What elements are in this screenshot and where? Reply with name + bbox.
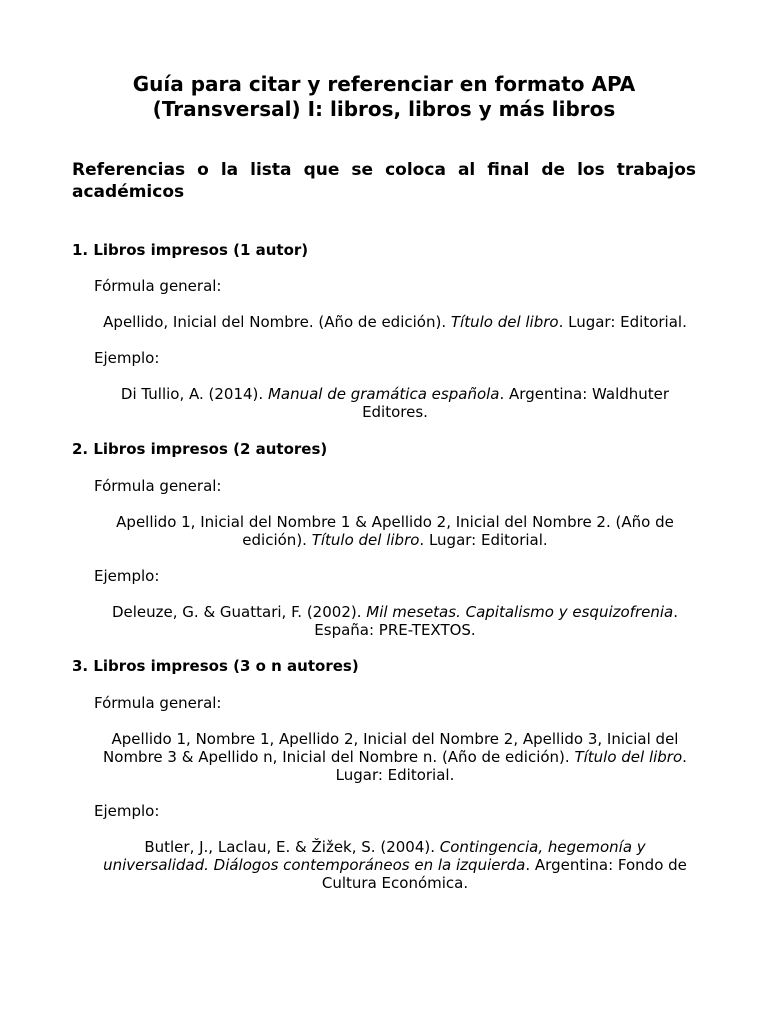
example-text-3 bbox=[94, 838, 696, 892]
formula-label-1: Fórmula general: bbox=[94, 277, 222, 295]
document-title bbox=[72, 72, 696, 122]
formula-text-1 bbox=[94, 313, 696, 331]
example-book-title-3: Contingencia, hegemonía y universalidad. Diálogos contemporáneos en la izquierda bbox=[103, 838, 646, 874]
example-text-1 bbox=[94, 385, 696, 421]
formula-book-title-1: Título del libro bbox=[450, 313, 559, 331]
formula-text-3 bbox=[94, 730, 696, 784]
formula-post-2: . Lugar: Editorial. bbox=[419, 531, 548, 549]
formula-post-1: . Lugar: Editorial. bbox=[558, 313, 687, 331]
title-line-2: (Transversal) I: libros, libros y más libros bbox=[152, 97, 616, 121]
example-label-2: Ejemplo: bbox=[94, 567, 160, 585]
formula-pre-2: Apellido 1, Inicial del Nombre 1 & Apellido 2, Inicial del Nombre 2. (Año de edición). bbox=[116, 513, 674, 549]
formula-text-2 bbox=[94, 513, 696, 549]
formula-label-2: Fórmula general: bbox=[94, 477, 222, 495]
section-subtitle: Referencias o la lista que se coloca al final de los trabajos académicos bbox=[72, 160, 696, 202]
section-heading-1: 1. Libros impresos (1 autor) bbox=[72, 241, 309, 259]
section-heading-3: 3. Libros impresos (3 o n autores) bbox=[72, 657, 359, 675]
example-post-1: . Argentina: Waldhuter Editores. bbox=[362, 385, 670, 421]
example-text-2 bbox=[94, 603, 696, 639]
example-pre-2: Deleuze, G. & Guattari, F. (2002). bbox=[111, 603, 367, 621]
formula-post-3: . Lugar: Editorial. bbox=[335, 748, 687, 784]
formula-pre-3: Apellido 1, Nombre 1, Apellido 2, Inicial del Nombre 2, Apellido 3, Inicial del Nombre 3 & Apellido n, Inicial del Nombre n. (Año de edición). bbox=[103, 730, 679, 766]
formula-book-title-3: Título del libro bbox=[574, 748, 683, 766]
example-label-3: Ejemplo: bbox=[94, 802, 160, 820]
formula-pre-1: Apellido, Inicial del Nombre. (Año de edición). bbox=[103, 313, 451, 331]
example-post-3: . Argentina: Fondo de Cultura Económica. bbox=[321, 856, 687, 892]
section-heading-2: 2. Libros impresos (2 autores) bbox=[72, 440, 328, 458]
formula-label-3: Fórmula general: bbox=[94, 694, 222, 712]
title-line-1: Guía para citar y referenciar en formato APA bbox=[132, 72, 636, 96]
example-pre-1: Di Tullio, A. (2014). bbox=[120, 385, 268, 403]
example-book-title-1: Manual de gramática española bbox=[267, 385, 500, 403]
example-label-1: Ejemplo: bbox=[94, 349, 160, 367]
example-book-title-2: Mil mesetas. Capitalismo y esquizofrenia bbox=[366, 603, 674, 621]
example-post-2: . España: PRE-TEXTOS. bbox=[314, 603, 678, 639]
example-pre-3: Butler, J., Laclau, E. & Žižek, S. (2004). bbox=[144, 838, 440, 856]
formula-book-title-2: Título del libro bbox=[311, 531, 420, 549]
